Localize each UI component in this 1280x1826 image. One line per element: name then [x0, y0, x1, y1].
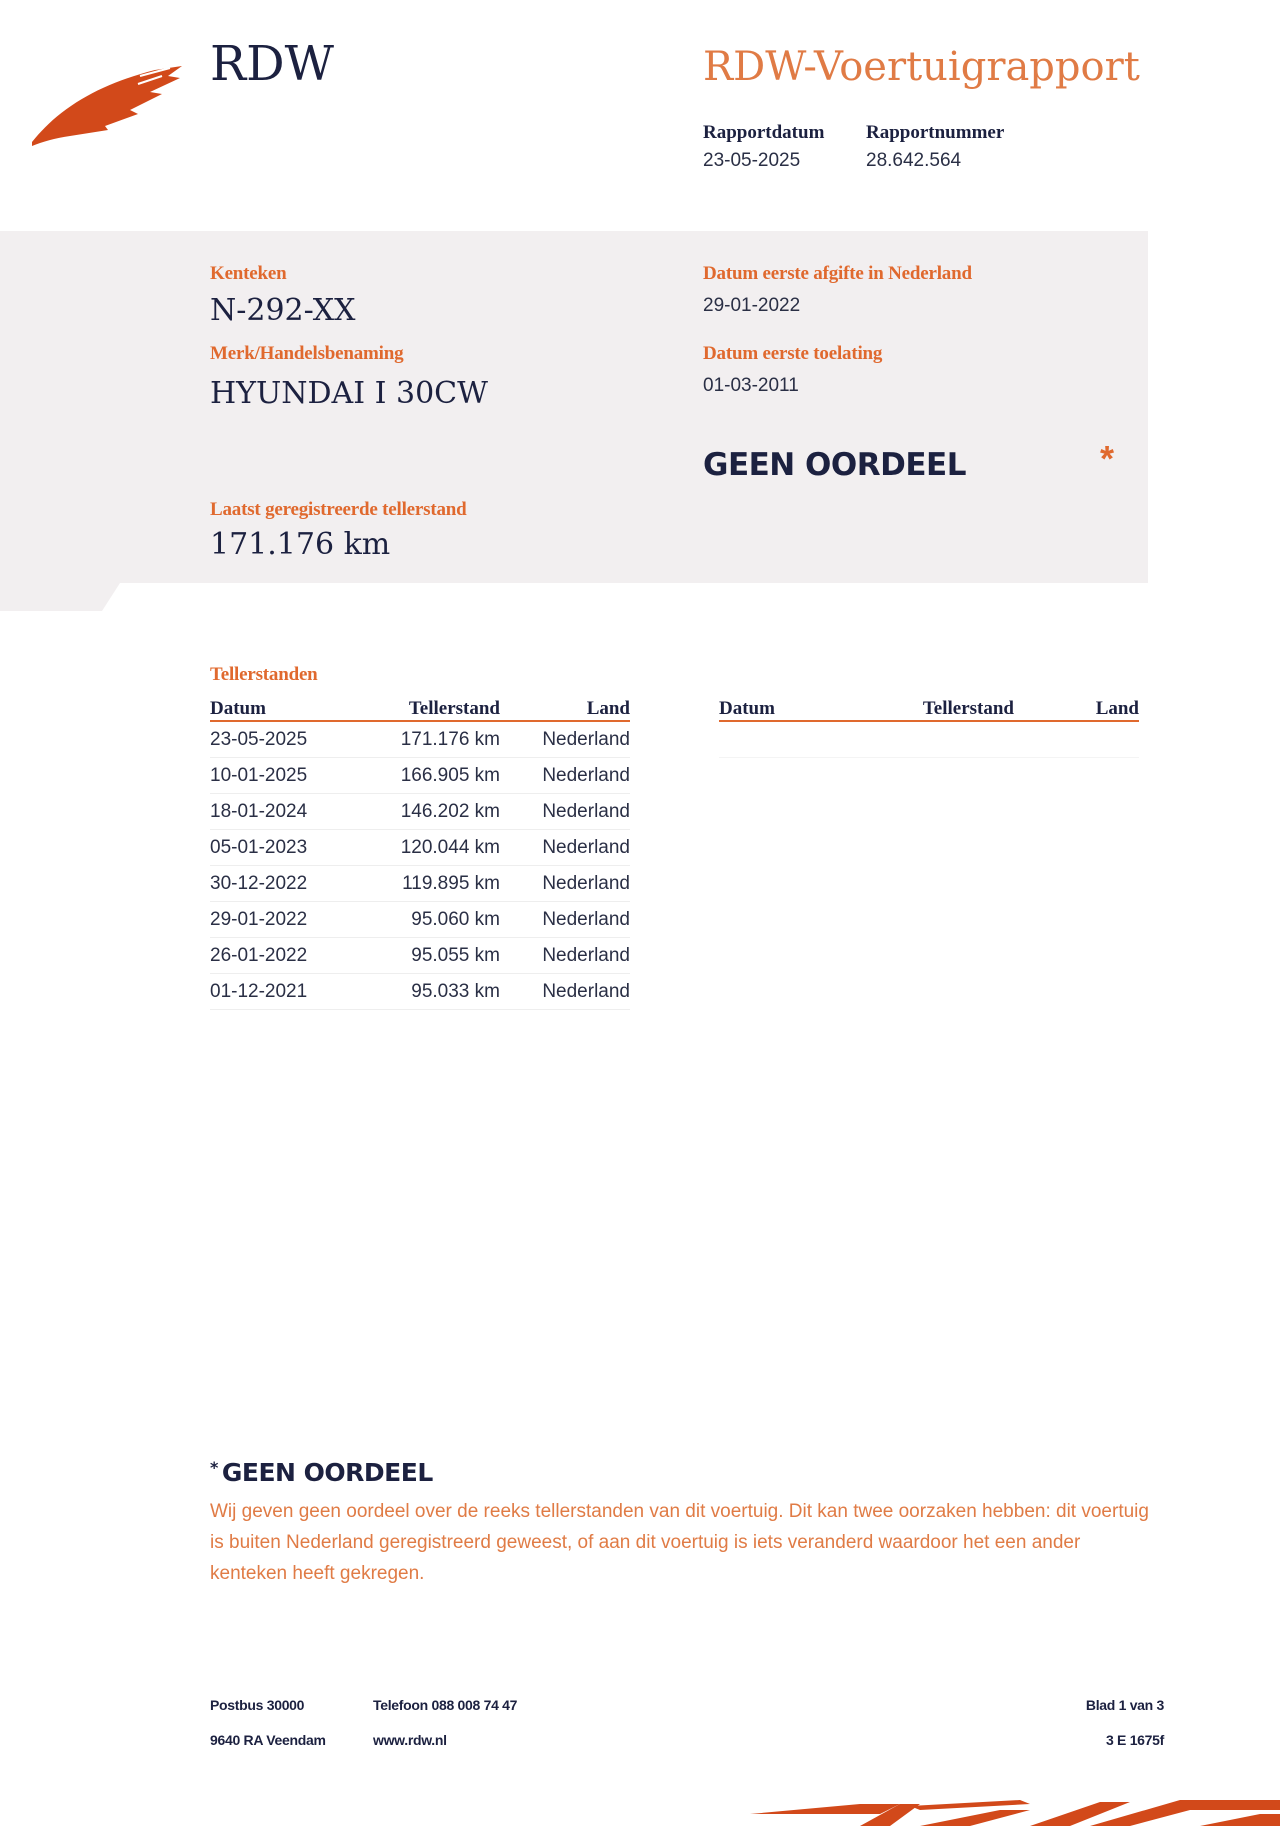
last-odometer-label: Laatst geregistreerde tellerstand: [210, 499, 467, 520]
row-country: Nederland: [500, 721, 630, 758]
last-odometer-value: 171.176 km: [210, 527, 391, 562]
row-date: 26-01-2022: [210, 938, 360, 974]
row-odometer: 146.202 km: [360, 794, 500, 830]
first-issue-nl-label: Datum eerste afgifte in Nederland: [703, 263, 972, 284]
odometer-verdict: GEEN OORDEEL: [703, 447, 966, 483]
table-row: [210, 830, 630, 866]
odometer-section-title: Tellerstanden: [210, 664, 318, 685]
rdw-logo-icon: [30, 62, 190, 148]
footer-website-link[interactable]: www.rdw.nl: [373, 1732, 447, 1748]
column-header-date: Datum: [719, 692, 869, 721]
first-admission-label: Datum eerste toelating: [703, 343, 883, 364]
odometer-table-right: [719, 692, 1139, 758]
footer-phone: Telefoon 088 008 74 47: [373, 1697, 518, 1713]
column-header-country: Land: [1014, 692, 1139, 721]
brand-name: RDW: [210, 36, 334, 92]
row-odometer: 95.055 km: [360, 938, 500, 974]
table-row: [210, 974, 630, 1010]
table-row-empty: [719, 721, 1139, 758]
footer-document-code: 3 E 1675f: [1105, 1732, 1164, 1748]
row-odometer: 95.033 km: [360, 974, 500, 1010]
row-country: Nederland: [500, 938, 630, 974]
odometer-table-left: [210, 692, 630, 1010]
panel-tab-decoration: [0, 583, 120, 611]
table-header-row: [719, 692, 1139, 721]
footnote-marker: *: [210, 1458, 218, 1477]
footer-page-number: Blad 1 van 3: [1085, 1697, 1164, 1713]
column-header-odometer: Tellerstand: [869, 692, 1014, 721]
row-date: 05-01-2023: [210, 830, 360, 866]
report-number-block: [866, 122, 1004, 172]
plate-value: N-292-XX: [210, 293, 356, 328]
row-country: Nederland: [500, 830, 630, 866]
row-country: Nederland: [500, 758, 630, 794]
row-date: 29-01-2022: [210, 902, 360, 938]
footnote-title-text: GEEN OORDEEL: [221, 1458, 433, 1487]
row-country: Nederland: [500, 794, 630, 830]
report-number-label: Rapportnummer: [866, 122, 1005, 143]
row-odometer: 120.044 km: [360, 830, 500, 866]
row-country: Nederland: [500, 902, 630, 938]
table-row: [210, 938, 630, 974]
row-date: 18-01-2024: [210, 794, 360, 830]
footnote-title: [210, 1458, 433, 1487]
first-issue-nl-value: 29-01-2022: [703, 295, 801, 316]
footnote-text: Wij geven geen oordeel over de reeks tellerstanden van dit voertuig. Dit kan twee oorzaken hebben: dit voertuig is buiten Nederland geregistreerd geweest, of aan dit voertuig is iets veranderd waardoor het een ander kenteken heeft gekregen.: [210, 1501, 1149, 1584]
column-header-odometer: Tellerstand: [360, 692, 500, 721]
column-header-date: Datum: [210, 692, 360, 721]
row-country: Nederland: [500, 974, 630, 1010]
row-odometer: 171.176 km: [360, 721, 500, 758]
row-date: 30-12-2022: [210, 866, 360, 902]
vehicle-summary-panel: [0, 231, 1148, 583]
row-date: 01-12-2021: [210, 974, 360, 1010]
row-odometer: 119.895 km: [360, 866, 500, 902]
report-date-block: [703, 122, 824, 172]
table-row: [210, 794, 630, 830]
make-value: HYUNDAI I 30CW: [210, 376, 488, 411]
report-date-label: Rapportdatum: [703, 122, 825, 143]
table-row: [210, 902, 630, 938]
table-row: [210, 758, 630, 794]
first-admission-value: 01-03-2011: [703, 375, 799, 396]
footer-city: 9640 RA Veendam: [210, 1732, 326, 1748]
report-title: RDW-Voertuigrapport: [703, 44, 1140, 90]
table-row: [210, 721, 630, 758]
row-country: Nederland: [500, 866, 630, 902]
footer-postbus: Postbus 30000: [210, 1697, 305, 1713]
report-number: 28.642.564: [866, 150, 962, 171]
verdict-footnote-marker: *: [1100, 438, 1115, 479]
table-header-row: [210, 692, 630, 721]
row-date: 23-05-2025: [210, 721, 360, 758]
row-odometer: 166.905 km: [360, 758, 500, 794]
column-header-country: Land: [500, 692, 630, 721]
bottom-stripes-decoration: [730, 1796, 1280, 1826]
row-date: 10-01-2025: [210, 758, 360, 794]
report-date: 23-05-2025: [703, 150, 801, 171]
make-label: Merk/Handelsbenaming: [210, 343, 404, 364]
table-row: [210, 866, 630, 902]
plate-label: Kenteken: [210, 263, 287, 284]
row-odometer: 95.060 km: [360, 902, 500, 938]
